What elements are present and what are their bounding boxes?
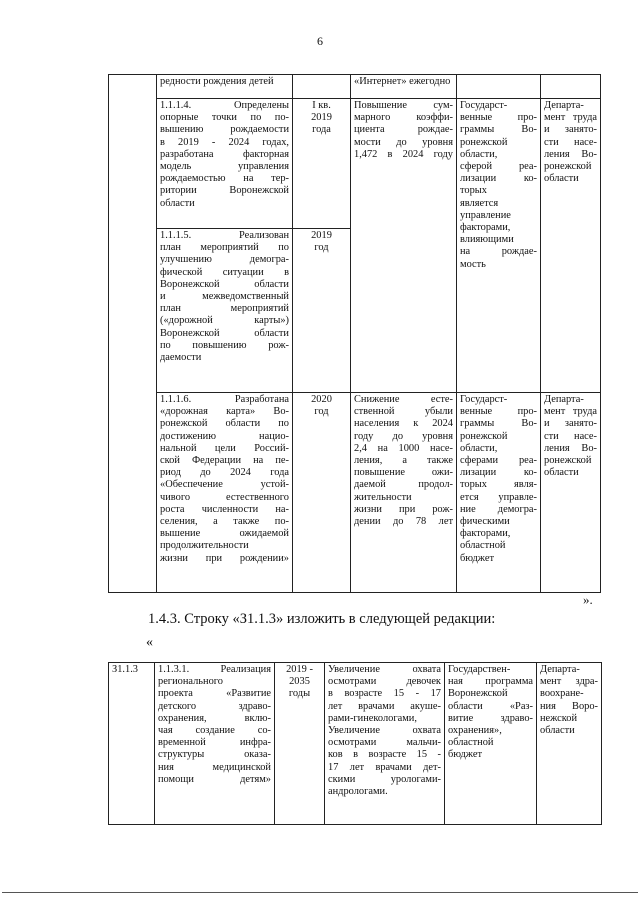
- responsible-cell: [541, 75, 601, 99]
- measures-table: [108, 74, 601, 593]
- result-cell: Увеличение охвата осмотрами девочек в возрасте 15 - 17 лет врачами акуше- рами-гинекологами, Увеличение охвата осмотрами мальчи- ков в возрасте 15 - 17 лет врачами дет- скими урологами- андрологами.: [325, 663, 445, 825]
- result-cell: Снижение есте- ственной убыли населения к 2024 году до уровня 2,4 на 1000 насе- ления, а также повышение ожи- даемой продол- жительности жизни при рож- дении до 78 лет: [351, 393, 457, 593]
- table-row: [109, 663, 602, 825]
- source-cell: Государст- венные про- граммы Во- ронежской области, сферами реа- лизации ко- торых явля- ется управле- ние демогра- фическими факторами, областной бюджет: [457, 393, 541, 593]
- source-cell: Государствен- ная программа Воронежской области «Раз- витие здраво- охранения», областной бюджет: [445, 663, 537, 825]
- deadline-cell: 2020 год: [293, 393, 351, 593]
- replacement-row-table: [108, 662, 602, 825]
- measure-cell: 1.1.1.6. Разработана «дорожная карта» Во- ронежской области по достижению нацио- нальной цели Россий- ской Федерации на пе- риод до 2024 года «Обеспечение устой- чивого естественного роста численности на- селения, а также по- вышение ожидаемой продолжительности жизни при рождении»: [157, 393, 293, 593]
- instruction-paragraph: 1.4.3. Строку «З1.1.3» изложить в следующей редакции:: [148, 611, 496, 627]
- deadline-cell: I кв. 2019 года: [293, 99, 351, 229]
- source-cell: [457, 75, 541, 99]
- bottom-rule: [2, 892, 638, 893]
- table-row: [109, 99, 601, 229]
- result-cell: «Интернет» ежегодно: [351, 75, 457, 99]
- responsible-cell: Департа- мент труда и занято- сти насе- ления Во- ронежской области: [541, 393, 601, 593]
- deadline-cell: [293, 75, 351, 99]
- opening-quote: «: [146, 635, 153, 650]
- deadline-cell: 2019 - 2035 годы: [275, 663, 325, 825]
- deadline-cell: 2019 год: [293, 229, 351, 393]
- measure-cell: редности рождения детей: [157, 75, 293, 99]
- result-cell: Повышение сум- марного коэффи- циента рождае- мости до уровня 1,472 в 2024 году: [351, 99, 457, 393]
- responsible-cell: Департа- мент труда и занято- сти насе- ления Во- ронежской области: [541, 99, 601, 393]
- measure-cell: 1.1.1.5. Реализован план мероприятий по улучшению демогра- фической ситуации в Воронежской области и межведомственный план мероприятий («дорожной карты») Воронежской области по повышению рож- даемости: [157, 229, 293, 393]
- row-code-cell: [109, 75, 157, 593]
- table-row: [109, 75, 601, 99]
- measure-cell: 1.1.3.1. Реализация регионального проекта «Развитие детского здраво- охранения, вклю- чая создание со- временной инфра- структуры оказа- ния медицинской помощи детям»: [155, 663, 275, 825]
- table-row: [109, 393, 601, 593]
- row-code-cell: З1.1.3: [109, 663, 155, 825]
- page-number: 6: [317, 34, 323, 48]
- closing-quote: ».: [583, 592, 593, 607]
- measure-cell: 1.1.1.4. Определены опорные точки по по- вышению рождаемости в 2019 - 2024 годах, разработана факторная модель управления рождаемостью на тер- ритории Воронежской области: [157, 99, 293, 229]
- source-cell: Государст- венные про- граммы Во- ронежской области, сферой реа- лизации ко- торых является управление факторами, влияющими на рождае- мость: [457, 99, 541, 393]
- responsible-cell: Департа- мент здра- воохране- ния Воро- нежской области: [537, 663, 602, 825]
